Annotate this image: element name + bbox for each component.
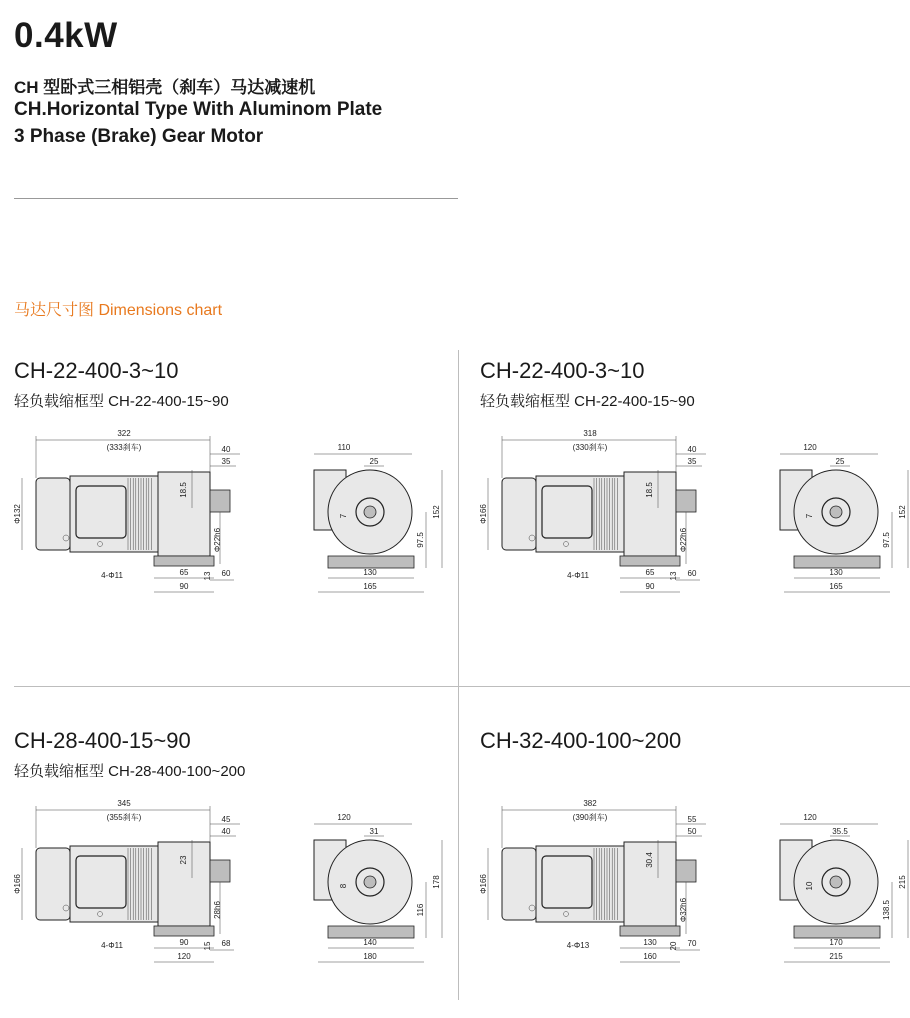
dim-13: 20 bbox=[669, 941, 678, 951]
dim-motor-dia: Φ166 bbox=[479, 504, 488, 524]
panel-4 bbox=[479, 728, 907, 988]
dim-bolt: 4-Φ11 bbox=[101, 941, 123, 950]
panel-3 bbox=[13, 728, 441, 988]
motor-end-cover bbox=[36, 848, 70, 920]
gearbox-housing bbox=[158, 842, 210, 926]
shaft-end bbox=[364, 506, 376, 518]
dim-18: 23 bbox=[179, 855, 188, 865]
dim-shaft-dia: Φ22h6 bbox=[679, 527, 688, 553]
model-title: CH-22-400-3~10 bbox=[14, 358, 179, 383]
output-shaft bbox=[676, 490, 696, 512]
shaft-end bbox=[364, 876, 376, 888]
mounting-foot bbox=[154, 556, 214, 566]
dim-foot-width: 165 bbox=[363, 582, 377, 591]
dimension-drawing bbox=[479, 798, 907, 1018]
dim-center-height: 138.5 bbox=[882, 899, 891, 921]
dim-60: 68 bbox=[221, 939, 231, 948]
motor-body bbox=[536, 846, 624, 922]
dim-25: 25 bbox=[369, 457, 379, 466]
model-subtitle: 轻负载缩框型 CH-28-400-100~200 bbox=[14, 763, 246, 780]
dim-bolt: 4-Φ13 bbox=[566, 941, 590, 950]
front-foot bbox=[794, 926, 880, 938]
dim-center-height: 97.5 bbox=[882, 532, 891, 548]
dim-motor-dia: Φ166 bbox=[479, 874, 488, 894]
power-rating: 0.4kW bbox=[14, 16, 118, 55]
dim-height: 178 bbox=[432, 875, 441, 889]
dim-center-height: 116 bbox=[416, 903, 425, 917]
output-shaft bbox=[210, 860, 230, 882]
model-title: CH-22-400-3~10 bbox=[480, 358, 645, 383]
motor-body bbox=[536, 476, 624, 552]
dim-front-top: 120 bbox=[803, 443, 817, 452]
shaft-end bbox=[830, 876, 842, 888]
shaft-end bbox=[830, 506, 842, 518]
dim-60: 60 bbox=[687, 569, 697, 578]
dim-front-top: 120 bbox=[803, 813, 817, 822]
dim-total-length: 382 bbox=[583, 799, 597, 808]
mounting-foot bbox=[620, 926, 680, 936]
dim-total-length: 318 bbox=[583, 429, 597, 438]
dim-motor-dia: Φ132 bbox=[13, 504, 22, 524]
dim-motor-dia: Φ166 bbox=[13, 874, 22, 894]
dim-65: 65 bbox=[645, 568, 655, 577]
front-foot bbox=[328, 926, 414, 938]
title-english-line2: 3 Phase (Brake) Gear Motor bbox=[14, 126, 264, 147]
dim-65: 65 bbox=[179, 568, 189, 577]
motor-end-cover bbox=[502, 848, 536, 920]
dim-front-top: 120 bbox=[337, 813, 351, 822]
dim-foot-width: 180 bbox=[363, 952, 377, 961]
dim-total-length: 345 bbox=[117, 799, 131, 808]
horizontal-divider bbox=[14, 686, 910, 687]
dim-40: 55 bbox=[687, 815, 697, 824]
dim-foot-span: 130 bbox=[363, 568, 377, 577]
dim-13: 15 bbox=[203, 941, 212, 951]
dim-35: 40 bbox=[221, 827, 231, 836]
dim-40: 45 bbox=[221, 815, 231, 824]
dim-key: 10 bbox=[805, 881, 814, 891]
dim-13: 13 bbox=[203, 571, 212, 581]
dim-height: 152 bbox=[898, 505, 907, 519]
dim-brake-length: (333刹车) bbox=[106, 443, 142, 452]
mounting-foot bbox=[154, 926, 214, 936]
dim-25: 31 bbox=[369, 827, 379, 836]
model-subtitle: 轻负载缩框型 CH-22-400-15~90 bbox=[480, 393, 695, 410]
dim-foot-width: 165 bbox=[829, 582, 843, 591]
motor-end-cover bbox=[502, 478, 536, 550]
dim-90: 160 bbox=[643, 952, 657, 961]
dim-foot-span: 130 bbox=[829, 568, 843, 577]
dim-brake-length: (330刹车) bbox=[572, 443, 608, 452]
title-chinese: CH 型卧式三相铝壳（刹车）马达减速机 bbox=[14, 78, 316, 97]
dim-18: 30.4 bbox=[645, 852, 654, 868]
dim-foot-span: 170 bbox=[829, 938, 843, 947]
dim-90: 90 bbox=[645, 582, 655, 591]
dim-65: 90 bbox=[179, 938, 189, 947]
dim-shaft-dia: Φ32h6 bbox=[679, 897, 688, 923]
dim-brake-length: (390刹车) bbox=[572, 813, 608, 822]
dim-brake-length: (355刹车) bbox=[106, 813, 142, 822]
front-foot bbox=[794, 556, 880, 568]
model-title: CH-28-400-15~90 bbox=[14, 728, 191, 753]
dim-40: 40 bbox=[221, 445, 231, 454]
dim-25: 25 bbox=[835, 457, 845, 466]
motor-body bbox=[70, 476, 158, 552]
dim-key: 7 bbox=[339, 513, 348, 519]
dim-60: 60 bbox=[221, 569, 231, 578]
dim-40: 40 bbox=[687, 445, 697, 454]
dim-18: 18.5 bbox=[179, 482, 188, 498]
motor-body bbox=[70, 846, 158, 922]
section-title: 马达尺寸图 Dimensions chart bbox=[14, 302, 223, 319]
header-divider bbox=[14, 198, 458, 199]
dim-35: 35 bbox=[687, 457, 697, 466]
dim-90: 90 bbox=[179, 582, 189, 591]
dim-bolt: 4-Φ11 bbox=[101, 571, 123, 580]
dimension-drawing bbox=[479, 428, 907, 648]
dim-center-height: 97.5 bbox=[416, 532, 425, 548]
dim-25: 35.5 bbox=[832, 827, 848, 836]
dim-18: 18.5 bbox=[645, 482, 654, 498]
model-subtitle: 轻负载缩框型 CH-22-400-15~90 bbox=[14, 393, 229, 410]
dim-height: 152 bbox=[432, 505, 441, 519]
dimension-drawing bbox=[13, 798, 441, 1018]
model-title: CH-32-400-100~200 bbox=[480, 728, 682, 753]
motor-end-cover bbox=[36, 478, 70, 550]
dim-35: 35 bbox=[221, 457, 231, 466]
title-english-line1: CH.Horizontal Type With Aluminom Plate bbox=[14, 99, 383, 120]
panel-1 bbox=[13, 358, 441, 618]
front-foot bbox=[328, 556, 414, 568]
vertical-divider bbox=[458, 350, 459, 1000]
dim-front-top: 110 bbox=[337, 443, 351, 452]
dim-total-length: 322 bbox=[117, 429, 131, 438]
dim-foot-span: 140 bbox=[363, 938, 377, 947]
output-shaft bbox=[210, 490, 230, 512]
panel-2 bbox=[479, 358, 907, 618]
dim-bolt: 4-Φ11 bbox=[567, 571, 589, 580]
dim-13: 13 bbox=[669, 571, 678, 581]
dim-65: 130 bbox=[643, 938, 657, 947]
dim-35: 50 bbox=[687, 827, 697, 836]
dimension-drawing bbox=[13, 428, 441, 648]
dim-key: 8 bbox=[339, 883, 348, 889]
dim-90: 120 bbox=[177, 952, 191, 961]
mounting-foot bbox=[620, 556, 680, 566]
dim-height: 215 bbox=[898, 875, 907, 889]
output-shaft bbox=[676, 860, 696, 882]
dim-foot-width: 215 bbox=[829, 952, 843, 961]
dim-shaft-dia: Φ22h6 bbox=[213, 527, 222, 553]
dim-shaft-dia: 28h6 bbox=[213, 901, 222, 919]
dim-key: 7 bbox=[805, 513, 814, 519]
dim-60: 70 bbox=[687, 939, 697, 948]
